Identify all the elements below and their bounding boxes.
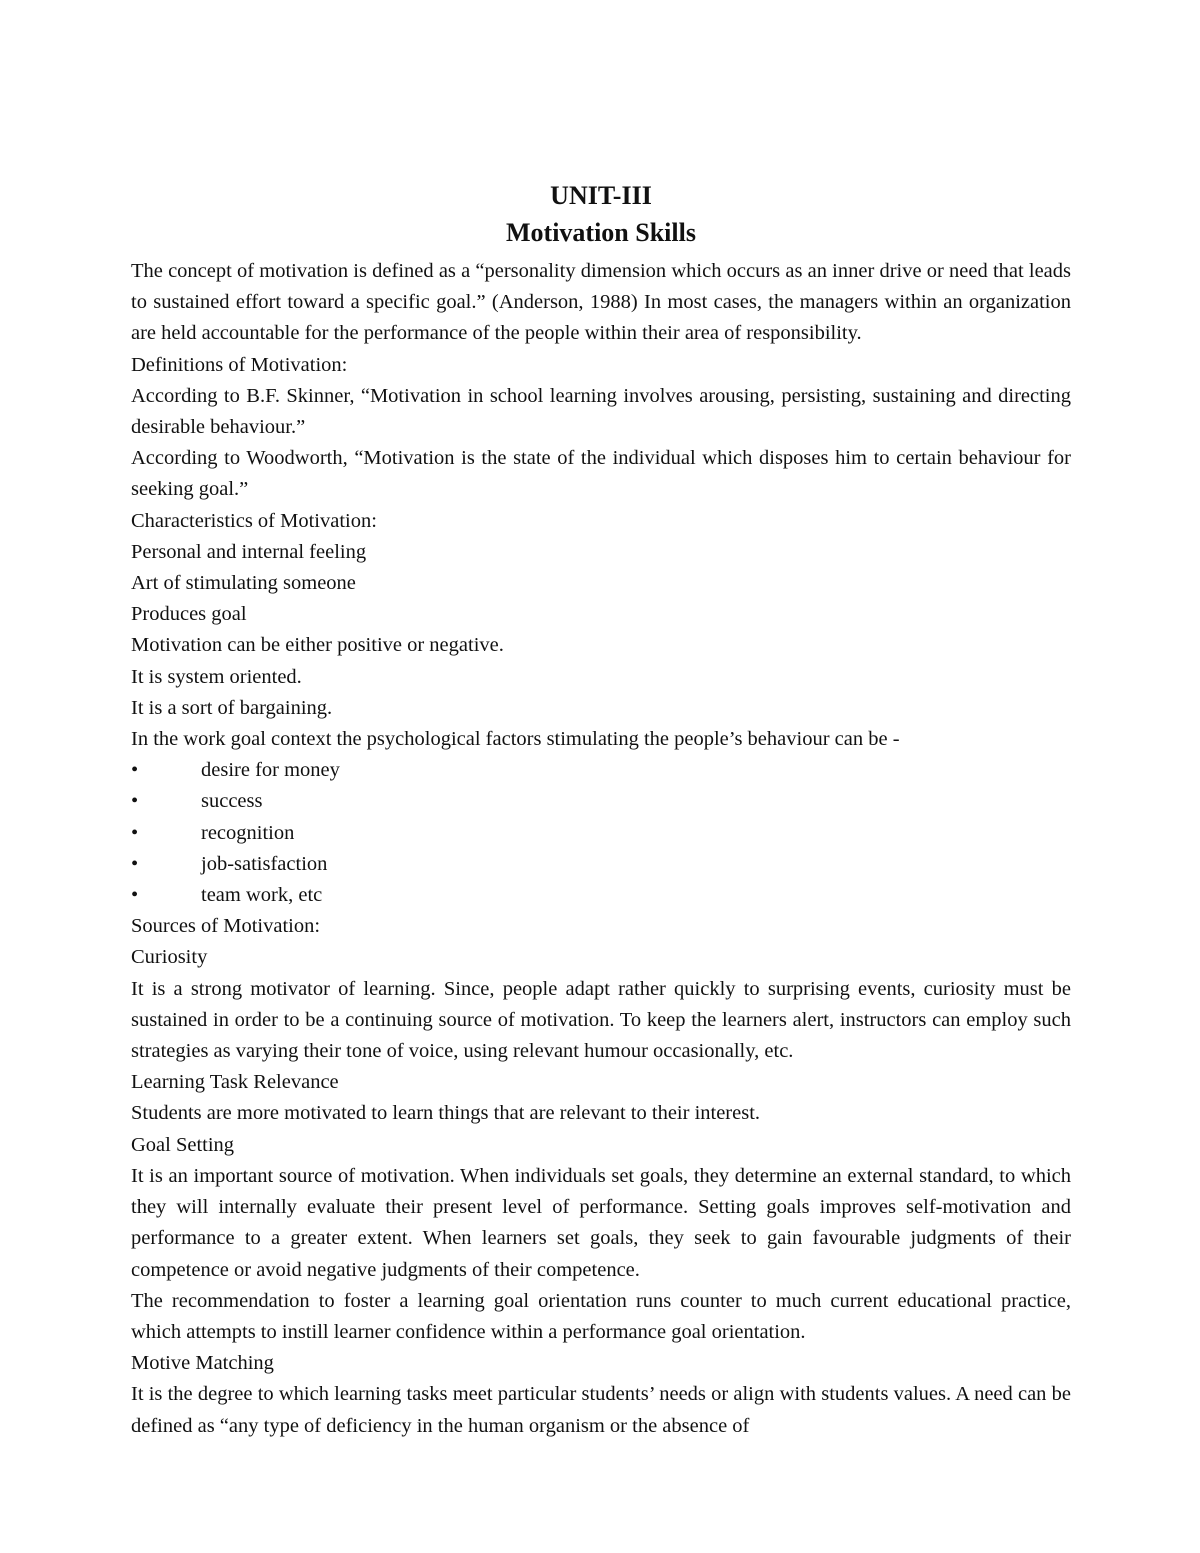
goal-setting-paragraph-2: The recommendation to foster a learning goal orientation runs counter to much current educational practice, which attempts to instill learner confidence within a performance goal orientation. (131, 1289, 1071, 1343)
factor-list-item (131, 880, 1071, 911)
bullet-icon: • (131, 759, 139, 782)
factor-list-item (131, 755, 1071, 786)
characteristic-item: Personal and internal feeling (131, 540, 367, 563)
factor-label: job-satisfaction (201, 852, 328, 875)
definition-skinner: According to B.F. Skinner, “Motivation in school learning involves arousing, persisting, sustaining and directing desirable behaviour.” (131, 384, 1071, 439)
characteristic-item: It is a sort of bargaining. (131, 696, 333, 719)
characteristic-item: Motivation can be either positive or negative. (131, 634, 504, 657)
factor-list-item (131, 818, 1071, 849)
bullet-icon: • (131, 852, 139, 875)
bullet-icon: • (131, 884, 139, 907)
characteristics-heading: Characteristics of Motivation: (131, 509, 377, 532)
characteristic-item: Produces goal (131, 603, 247, 626)
bullet-icon: • (131, 821, 139, 844)
definition-woodworth: According to Woodworth, “Motivation is the state of the individual which disposes him to certain behaviour for seeking goal.” (131, 447, 1071, 501)
page-subtitle: Motivation Skills (506, 218, 696, 247)
definitions-heading: Definitions of Motivation: (131, 353, 348, 376)
relevance-paragraph: Students are more motivated to learn things that are relevant to their interest. (131, 1102, 761, 1125)
factor-list-item (131, 786, 1071, 817)
intro-paragraph: The concept of motivation is defined as a “personality dimension which occurs as an inner drive or need that leads to sustained effort toward a specific goal.” (Anderson, 1988) In most cases, the managers within an organization are held accountable for the performance of the people within their area of responsibility. (131, 260, 1071, 345)
characteristic-item: Art of stimulating someone (131, 572, 356, 595)
factor-label: success (201, 790, 263, 813)
goal-setting-paragraph: It is an important source of motivation. When individuals set goals, they determine an external standard, to which they will internally evaluate their present level of performance. Setting goals improves self-motivation and performance to a greater extent. When learners set goals, they seek to gain favourable judgments of their competence or avoid negative judgments of their competence. (131, 1164, 1071, 1281)
curiosity-heading: Curiosity (131, 946, 208, 969)
relevance-heading: Learning Task Relevance (131, 1071, 339, 1094)
bullet-icon: • (131, 790, 139, 813)
page-title: UNIT-III (550, 181, 652, 210)
motive-matching-heading: Motive Matching (131, 1352, 274, 1375)
factor-list-item (131, 849, 1071, 880)
factors-intro: In the work goal context the psychological factors stimulating the people’s behaviour can be - (131, 728, 900, 751)
factor-label: recognition (201, 821, 295, 844)
curiosity-paragraph: It is a strong motivator of learning. Since, people adapt rather quickly to surprising events, curiosity must be sustained in order to be a continuing source of motivation. To keep the learners alert, instructors can employ such strategies as varying their tone of voice, using relevant humour occasionally, etc. (131, 977, 1071, 1063)
goal-setting-heading: Goal Setting (131, 1133, 235, 1156)
factor-label: desire for money (201, 759, 340, 782)
sources-heading: Sources of Motivation: (131, 915, 321, 938)
factor-label: team work, etc (201, 884, 323, 907)
characteristic-item: It is system oriented. (131, 665, 302, 688)
motive-matching-paragraph: It is the degree to which learning tasks meet particular students’ needs or align with students values. A need can be defined as “any type of deficiency in the human organism or the absence of (131, 1383, 1071, 1437)
document-page (131, 178, 1071, 1442)
